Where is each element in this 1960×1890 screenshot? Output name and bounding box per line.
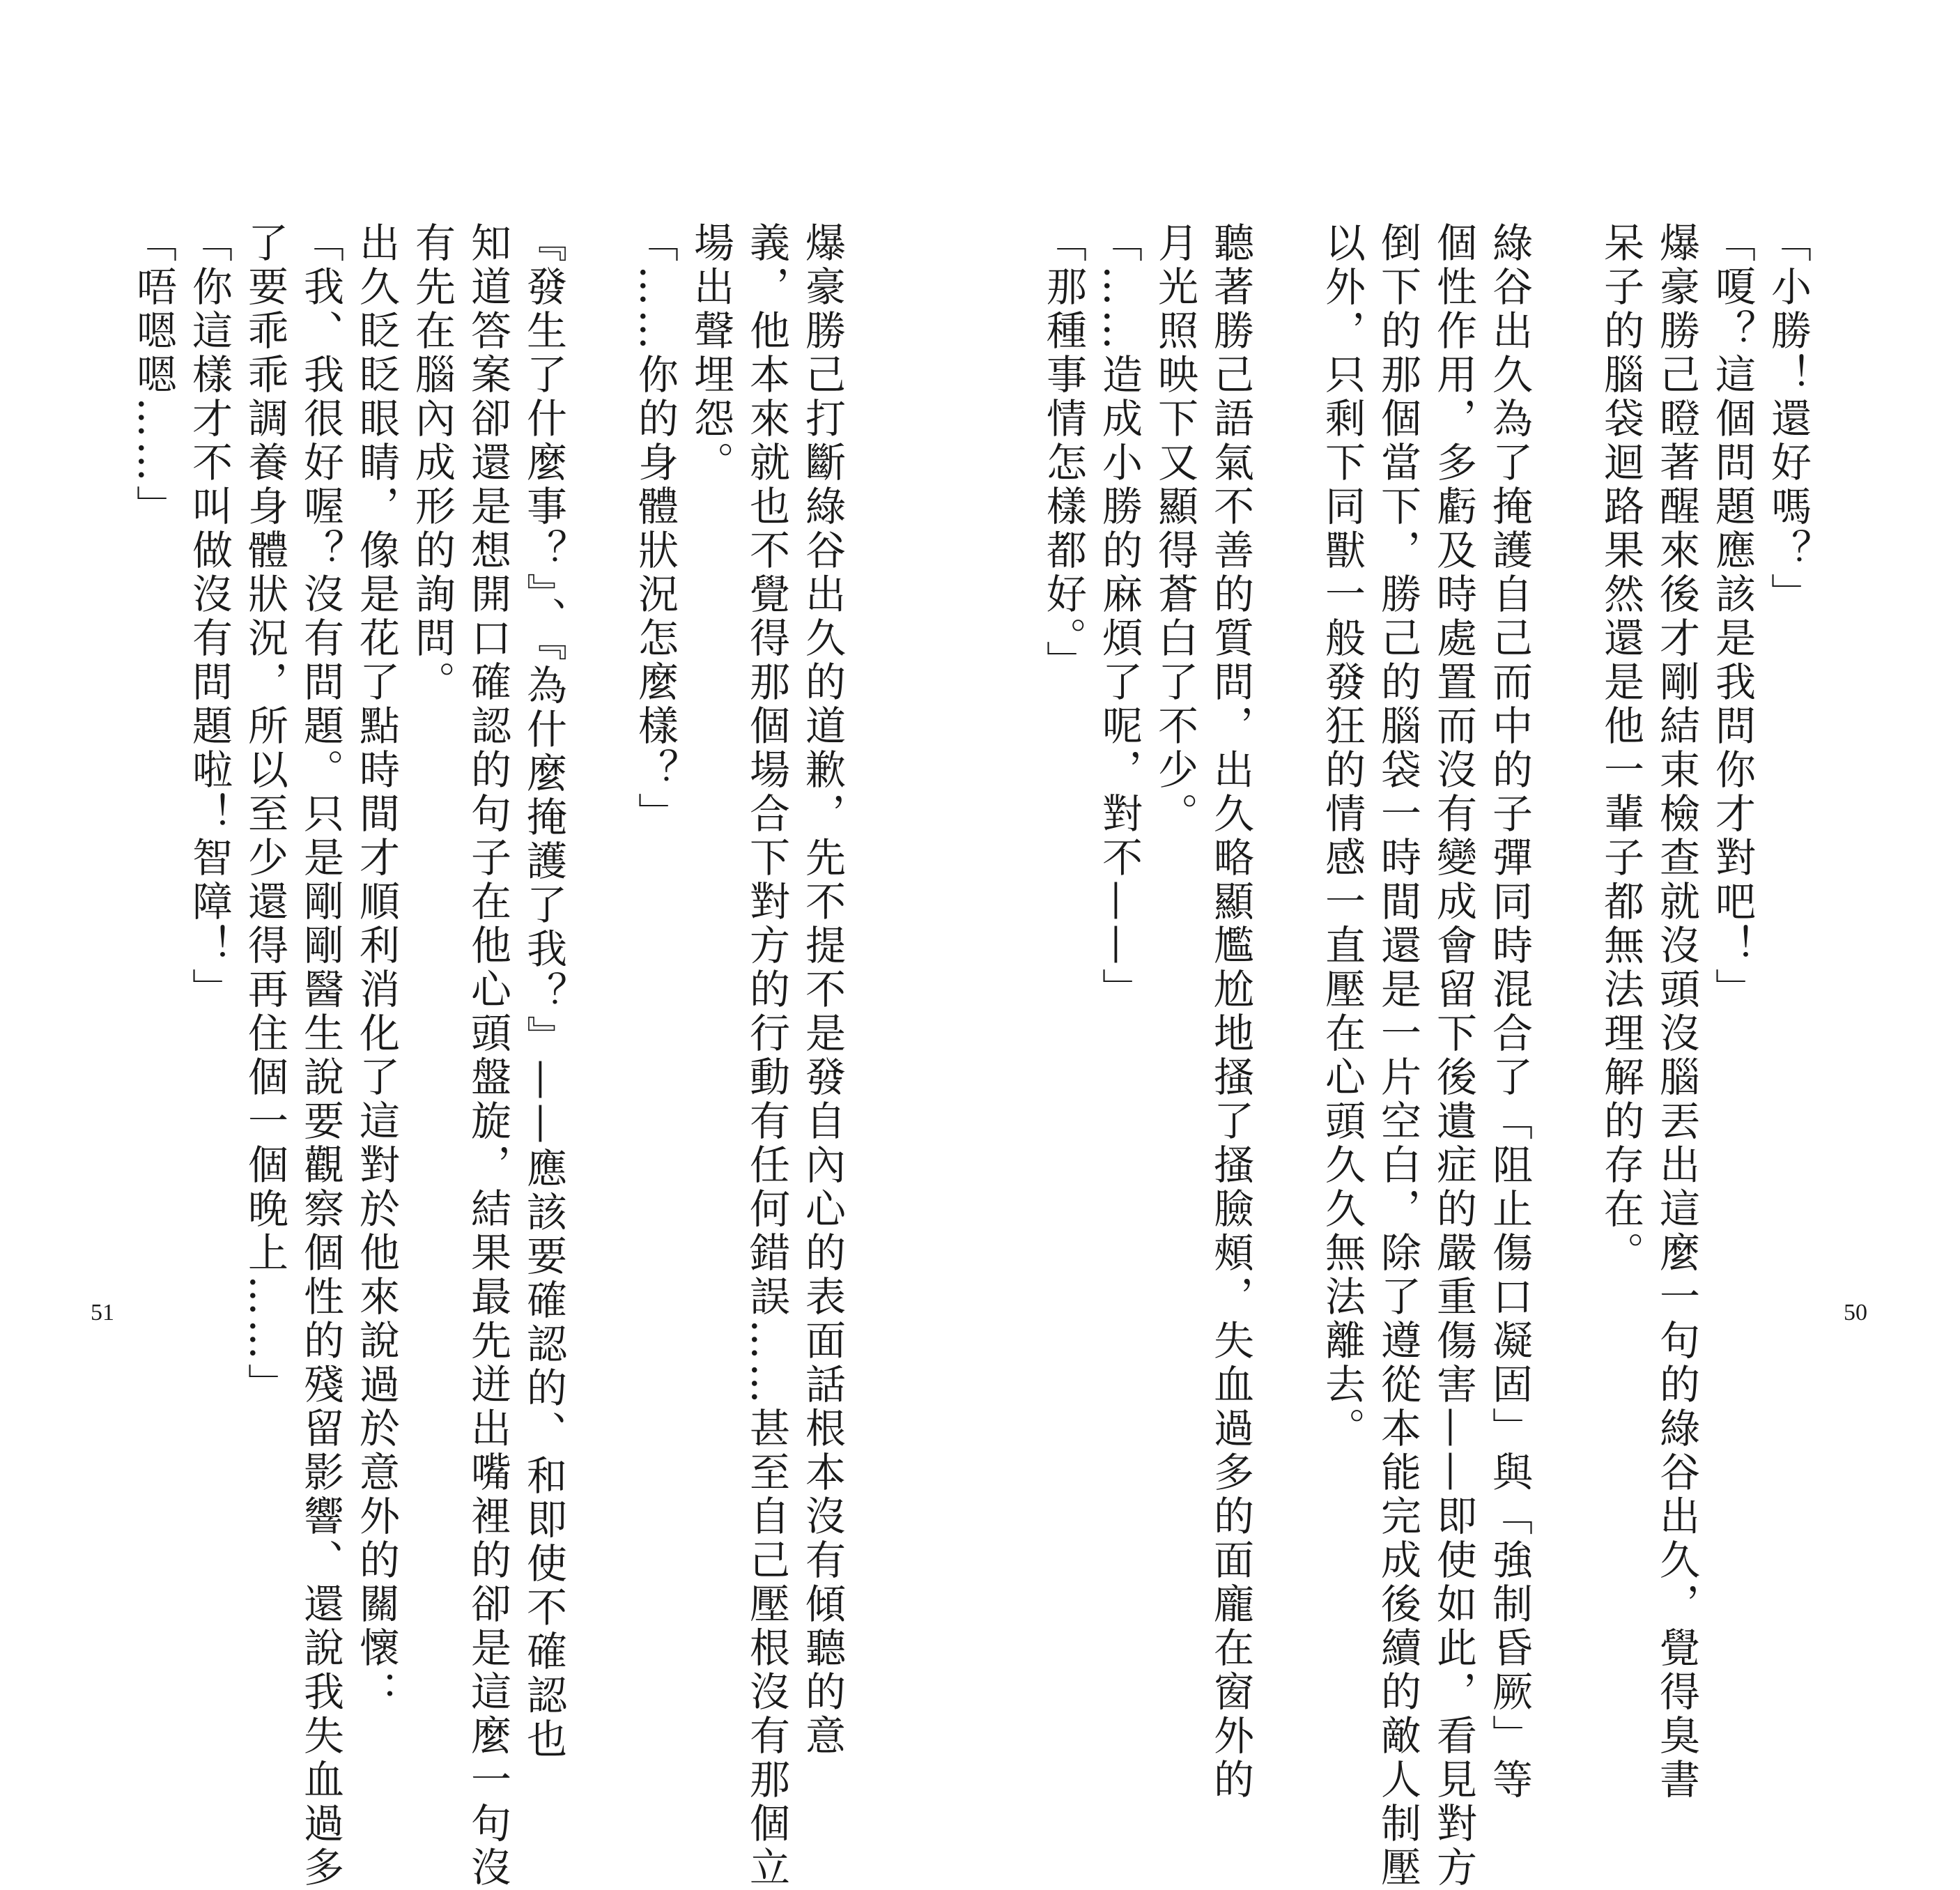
text-line: 有先在腦內成形的詢問。 [408,222,456,705]
paragraph-gap [1537,222,1593,1267]
text-line: 「小勝！還好嗎？」 [1764,222,1812,617]
text-line: 「……你的身體狀況怎麼樣？」 [631,222,679,836]
text-line: 「那種事情怎樣都好。」 [1040,222,1087,684]
paragraph-gap [1258,222,1314,1267]
page-number: 50 [1844,1300,1867,1326]
text-line: 知道答案卻還是想開口確認的句子在他心頭盤旋，結果最先迸出嘴裡的卻是這麼一句沒 [464,222,511,1890]
text-line: 聽著勝己語氣不善的質問，出久略顯尷尬地搔了搔臉頰，失血過多的面龐在窗外的 [1207,222,1254,1802]
text-line: 義，他本來就也不覺得那個場合下對方的行動有任何錯誤……甚至自己壓根沒有那個立 [743,222,790,1890]
text-line: 『發生了什麼事？』、『為什麼掩護了我？』——應該要確認的、和即使不確認也 [520,222,567,1762]
text-line: 「……造成小勝的麻煩了呢，對不——」 [1095,222,1143,1012]
text-line: 呆子的腦袋迴路果然還是他一輩子都無法理解的存在。 [1597,222,1644,1275]
text-line: 倒下的那個當下，勝己的腦袋一時間還是一片空白，除了遵從本能完成後續的敵人制壓 [1374,222,1421,1890]
text-line: 出久眨眨眼睛，像是花了點時間才順利消化了這對於他來說過於意外的關懷： [353,222,400,1714]
text-line: 綠谷出久為了掩護自己而中的子彈同時混合了「阻止傷口凝固」與「強制昏厥」等 [1486,222,1533,1802]
page-number: 51 [91,1300,114,1326]
text-line: 個性作用，多虧及時處置而沒有變成會留下後遺症的嚴重傷害——即使如此，看見對方 [1430,222,1477,1890]
paragraph-gap [571,222,627,1267]
text-line: 「唔嗯嗯……」 [130,222,177,529]
text-line: 「你這樣才不叫做沒有問題啦！智障！」 [185,222,233,1012]
text-line: 了要乖乖調養身體狀況，所以至少還得再住個一個晚上……」 [241,222,288,1407]
text-line: 爆豪勝己打斷綠谷出久的道歉，先不提不是發自內心的表面話根本沒有傾聽的意 [798,222,846,1758]
page-50-text [1040,222,1816,1890]
text-line: 以外，只剩下同獸一般發狂的情感一直壓在心頭久久無法離去。 [1318,222,1366,1451]
page-51-text [130,222,850,1890]
text-line: 爆豪勝己瞪著醒來後才剛結束檢查就沒頭沒腦丟出這麼一句的綠谷出久，覺得臭書 [1653,222,1700,1802]
text-line: 月光照映下又顯得蒼白了不少。 [1151,222,1198,836]
text-line: 「嗄？這個問題應該是我問你才對吧！」 [1708,222,1756,1012]
text-line: 場出聲埋怨。 [687,222,734,485]
text-line: 「我、我很好喔？沒有問題。只是剛剛醫生說要觀察個性的殘留影響、還說我失血過多 [297,222,344,1890]
page-50 [980,0,1960,1890]
